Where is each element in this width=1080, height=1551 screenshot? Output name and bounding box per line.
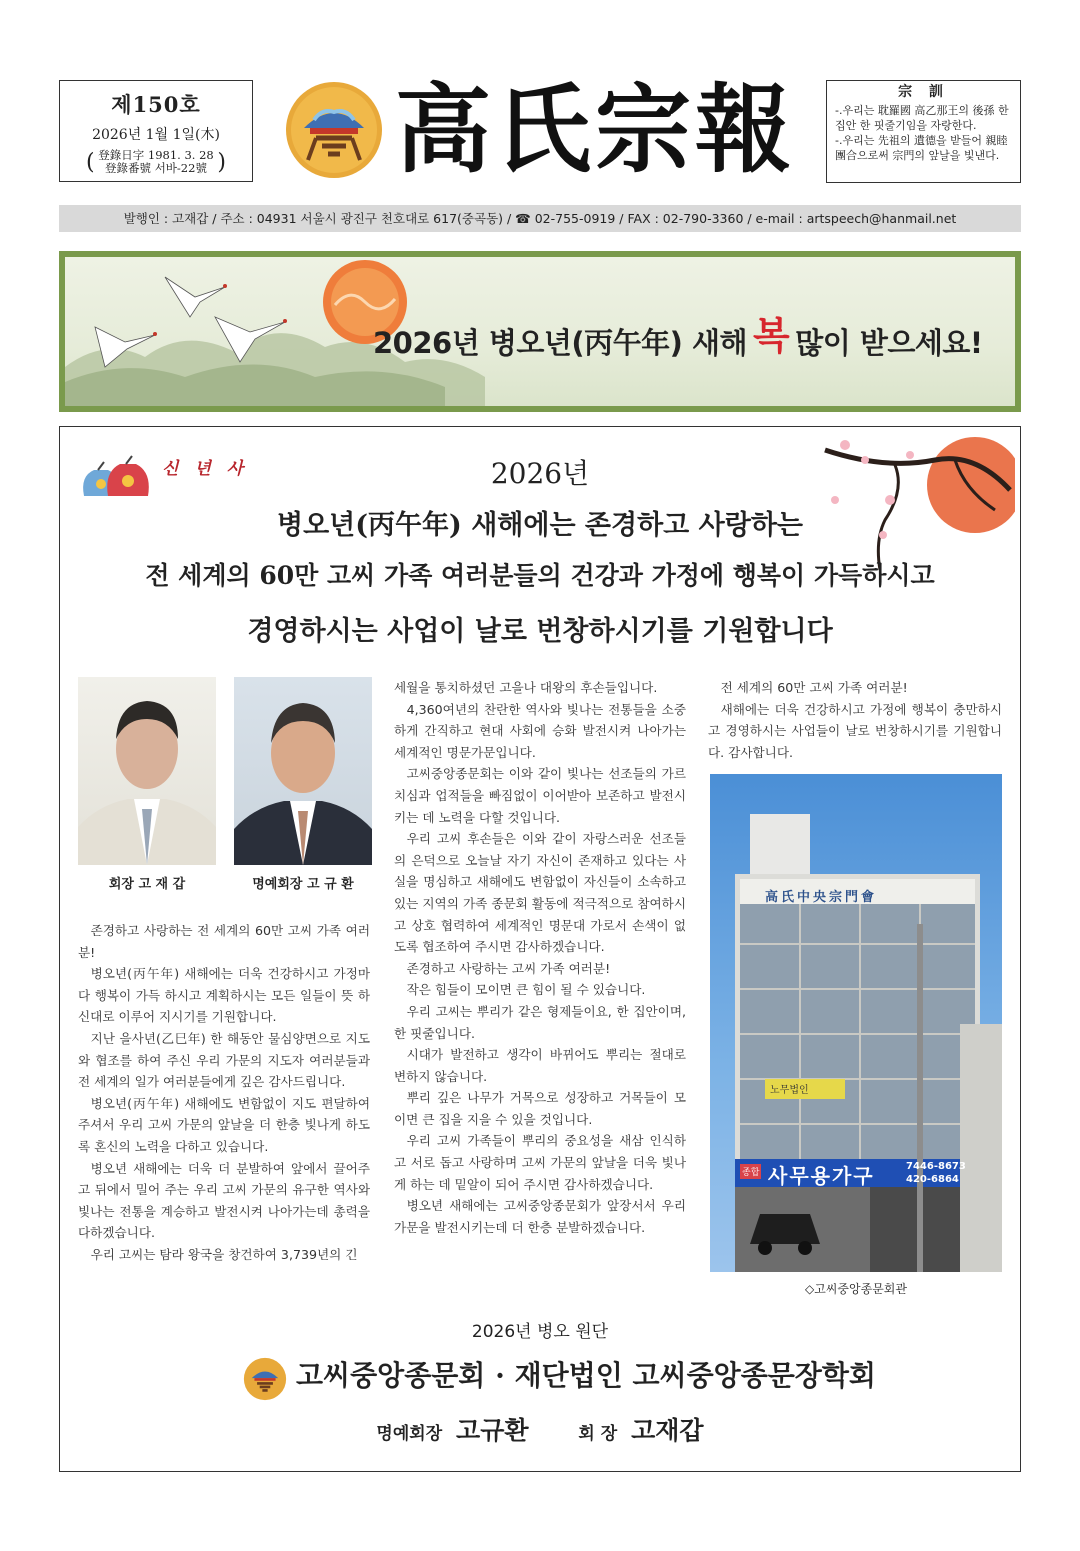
small-office-sign: 노무법인 (770, 1085, 809, 1096)
paragraph: 존경하고 사랑하는 고씨 가족 여러분! (406, 960, 611, 976)
issue-number: 제150호 (111, 92, 201, 117)
headline-line-3: 경영하시는 사업이 날로 번창하시기를 기원합니다 (247, 616, 833, 647)
building-photo (710, 774, 1002, 1272)
paragraph: 4,360여년의 찬란한 역사와 빛나는 전통들을 소중하게 간직하고 현대 사회에 승화 발전시켜 나아가는 세계적인 명문가문입니다. (394, 701, 686, 760)
paragraph: 전 세계의 60만 고씨 가족 여러분! (720, 680, 908, 695)
headline-line-2: 전 세계의 60만 고씨 가족 여러분들의 건강과 가정에 행복이 가득하시고 (145, 561, 935, 590)
store-sign: 사무용가구 (768, 1164, 875, 1188)
facade-sign: 高氏中央宗門會 (765, 890, 878, 905)
banner-text-after: 많이 받으세요! (795, 326, 983, 360)
greeting-date: 2026년 병오 원단 (471, 1322, 609, 1342)
honorary-chairman-portrait-icon (234, 677, 372, 865)
honorary-name: 고규환 (456, 1416, 529, 1445)
clan-motto-box (826, 80, 1021, 183)
motto-title: 宗 訓 (898, 84, 949, 100)
building-caption: ◇고씨중앙종문회관 (805, 1282, 907, 1296)
honorary-chairman-caption: 명예회장 고 규 환 (252, 877, 354, 892)
paragraph: 새해에는 더욱 건강하시고 가정에 행복이 충만하시고 경영하시는 사업들이 날로 번창하시기를 기원합니다. 감사합니다. (708, 701, 1002, 760)
paragraph: 병오년(丙午年) 새해에는 더욱 건강하시고 가정마다 행복이 가득 하시고 계획하시는 모든 일들이 뜻 하신대로 이루어 지시기를 기원합니다. (78, 966, 370, 1025)
honorary-chairman-photo (234, 677, 372, 865)
store-phone-sign (906, 1160, 966, 1186)
greeting-label: 신 년 사 (162, 459, 249, 479)
article-column-1 (78, 920, 370, 1266)
registration-date: 登錄日字 1981. 3. 28 (98, 148, 214, 162)
organization-name: 고씨중앙종문회 · 재단법인 고씨중앙종문장학회 (296, 1359, 876, 1392)
publisher-info-bar: 발행인 : 고재갑 / 주소 : 04931 서울시 광진구 천호대로 617(중곡동) / ☎ 02-755-0919 / FAX : 02-790-3360 / e-mail : artspeech@hanmail.net (59, 205, 1021, 232)
issue-info-box (59, 80, 253, 182)
banner-text-before: 2026년 병오년(丙午年) 새해 (373, 326, 747, 360)
banner-highlight-bok: 복 (753, 314, 790, 358)
paragraph: 지난 을사년(乙巳年) 한 해동안 물심양면으로 지도와 협조를 하여 주신 우리 가문의 지도자 여러분들과 전 세계의 일가 여러분들에게 깊은 감사드립니다. (78, 1030, 370, 1090)
paragraph: 우리 고씨는 뿌리가 같은 형제들이요, 한 집안이며, 한 핏줄입니다. (394, 1003, 686, 1041)
newspaper-title: 高氏宗報 (395, 73, 795, 186)
paragraph: 병오년(丙午年) 새해에도 변함없이 지도 편달하여 주셔서 우리 고씨 가문의 앞날을 더 한층 빛나게 하도록 혼신의 노력을 다하고 있습니다. (78, 1095, 370, 1154)
paragraph: 세월을 통치하셨던 고을나 대왕의 후손들입니다. (394, 680, 658, 695)
headline-year: 2026년 (490, 457, 590, 490)
chairman-caption: 회장 고 재 갑 (108, 877, 186, 892)
chairman-photo (78, 677, 216, 865)
store-phone-2: 420-6864 (906, 1174, 959, 1185)
store-phone-1: 7446-8673 (906, 1161, 966, 1172)
new-year-banner (59, 251, 1021, 412)
issue-date: 2026년 1월 1일(木) (92, 127, 220, 143)
building-illustration (710, 774, 1002, 1272)
paren-right: ) (217, 150, 226, 175)
headline-line-1: 병오년(丙午年) 새해에는 존경하고 사랑하는 (277, 510, 803, 541)
motto-line: -.우리는 耽羅國 高乙那王의 後孫 한 집안 한 핏줄기임을 자랑한다. (835, 104, 1009, 132)
paragraph: 병오년 새해에는 더욱 더 분발하여 앞에서 끌어주고 뒤에서 밀어 주는 우리 고씨 가문의 유구한 역사와 빛나는 전통을 계승하고 발전시켜 나아가는데 총력을 다하겠습니다. (78, 1160, 370, 1241)
org-emblem-icon (243, 1357, 287, 1401)
signatories (59, 1411, 1021, 1447)
clan-emblem-logo (284, 80, 384, 180)
article-column-2 (394, 677, 686, 1238)
paren-left: ( (86, 150, 95, 175)
paragraph: 우리 고씨 가족들이 뿌리의 중요성을 새삼 인식하고 서로 돕고 사랑하며 고씨 가문의 앞날을 더욱 빛나게 하는 데 밑알이 되어 주시면 감사하겠습니다. (394, 1133, 686, 1192)
chairman-portrait-icon (78, 677, 216, 865)
motto-line: -.우리는 先祖의 遺德을 받들어 親睦 團合으로써 宗門의 앞날을 빛낸다. (835, 134, 1008, 162)
article-column-3 (708, 677, 1002, 763)
paragraph: 병오년 새해에는 고씨중앙종문회가 앞장서서 우리 가문을 발전시키는데 더 한층 분발하겠습니다. (394, 1198, 686, 1235)
paragraph: 우리 고씨 후손들은 이와 같이 자랑스러운 선조들의 은덕으로 오늘날 자기 자신이 존재하고 있다는 사실을 명심하고 새해에도 변함없이 자신들이 소속하고 있는 지역의 가족 종문회 활동에 적극적으로 참여하시고 상호 협력하여 세계적인 명문대 가로서 손색이 없도록 협조하여 주시면 감사하겠습니다. (394, 831, 686, 955)
paragraph: 우리 고씨는 탐라 왕국을 창건하여 3,739년의 긴 (90, 1246, 358, 1262)
banner-greeting (373, 309, 983, 364)
honorary-title: 명예회장 (376, 1424, 443, 1444)
store-prefix-sign: 종합 (740, 1164, 761, 1179)
registration-info (60, 149, 252, 175)
paragraph: 존경하고 사랑하는 전 세계의 60만 고씨 가족 여러분! (78, 923, 370, 960)
chair-title: 회 장 (578, 1424, 618, 1444)
chair-name: 고재갑 (631, 1416, 704, 1445)
paragraph: 작은 힘들이 모이면 큰 힘이 될 수 있습니다. (406, 982, 646, 998)
paragraph: 시대가 발전하고 생각이 바뀌어도 뿌리는 절대로 변하지 않습니다. (394, 1047, 686, 1084)
registration-number: 登錄番號 서바-22號 (105, 161, 207, 175)
paragraph: 고씨중앙종문회는 이와 같이 빛나는 선조들의 가르치심과 업적들을 빠짐없이 이어받아 보존하고 발전시키는 데 노력을 다할 것입니다. (394, 766, 686, 825)
paragraph: 뿌리 깊은 나무가 거목으로 성장하고 거목들이 모이면 큰 집을 지을 수 있을 것입니다. (394, 1090, 686, 1127)
